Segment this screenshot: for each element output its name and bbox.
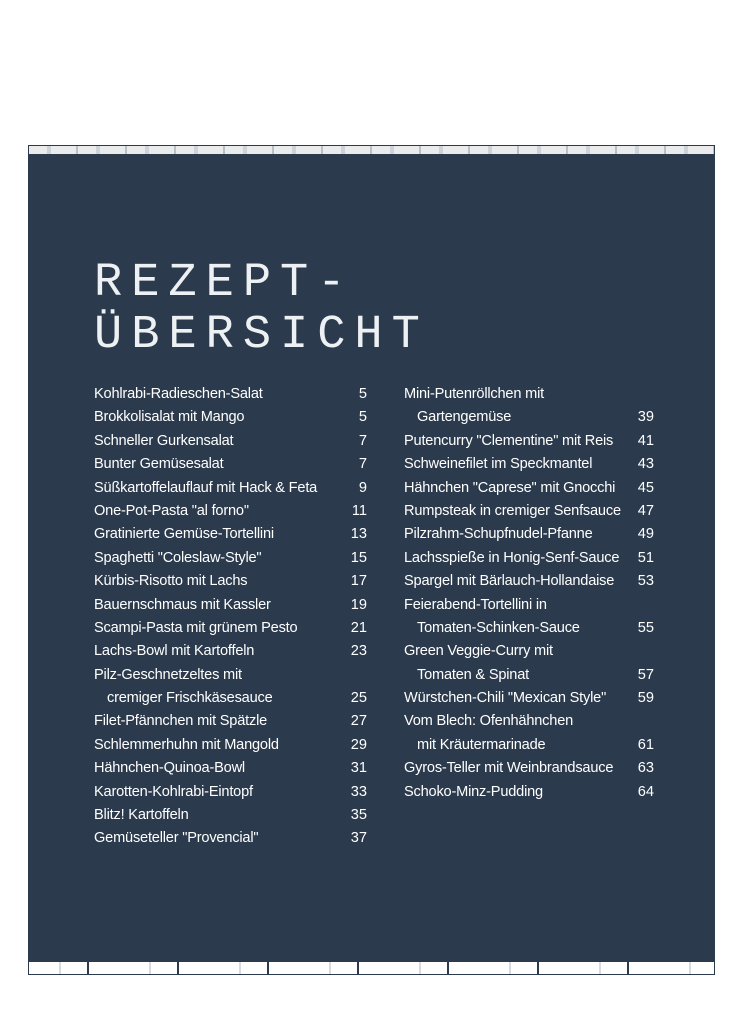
toc-entry-continuation[interactable] [404, 617, 654, 640]
toc-entry-page: 49 [637, 526, 654, 543]
toc-entry-title: Green Veggie-Curry mit [404, 643, 553, 660]
toc-entry-title: Rumpsteak in cremiger Senfsauce [404, 502, 621, 519]
toc-entry[interactable] [94, 547, 367, 570]
toc-entry-title: Bauernschmaus mit Kassler [94, 596, 271, 613]
toc-entry-title: Hähnchen "Caprese" mit Gnocchi [404, 479, 616, 496]
toc-entry-page: 45 [637, 479, 654, 496]
toc-entry[interactable] [404, 453, 654, 476]
toc-entry-title: Schlemmerhuhn mit Mangold [94, 736, 279, 753]
toc-entry-page: 29 [350, 736, 367, 753]
toc-entry-title: Scampi-Pasta mit grünem Pesto [94, 619, 298, 636]
toc-entry-page: 57 [637, 666, 654, 683]
panel-rough-bottom-edge [29, 962, 714, 974]
toc-entry-page: 19 [350, 596, 367, 613]
toc-entry[interactable] [404, 547, 654, 570]
panel-rough-top-edge [29, 146, 714, 154]
toc-entry-page: 41 [637, 432, 654, 449]
toc-entry-page: 31 [350, 760, 367, 777]
toc-entry[interactable] [404, 781, 654, 804]
toc-entry-title: Putencurry "Clementine" mit Reis [404, 432, 614, 449]
toc-entry-title: Pilz-Geschnetzeltes mit [94, 666, 242, 683]
toc-entry-title: Mini-Putenröllchen mit [404, 386, 544, 402]
toc-entry[interactable] [94, 710, 367, 733]
toc-entry[interactable] [94, 617, 367, 640]
toc-entry-title: Pilzrahm-Schupfnudel-Pfanne [404, 526, 593, 543]
toc-entry-continuation[interactable] [404, 664, 654, 687]
toc-entry-title: Würstchen-Chili "Mexican Style" [404, 690, 607, 707]
toc-entry-page: 61 [637, 736, 654, 753]
toc-entry[interactable] [94, 570, 367, 593]
toc-entry-title: Vom Blech: Ofenhähnchen [404, 713, 574, 730]
toc-entry-page: 53 [637, 573, 654, 590]
toc-entry[interactable] [404, 523, 654, 546]
toc-entry-title: One-Pot-Pasta "al forno" [94, 502, 249, 519]
toc-entry[interactable] [404, 594, 654, 617]
toc-entry-title: Brokkolisalat mit Mango [94, 409, 245, 426]
toc-entry-title: Tomaten & Spinat [417, 666, 529, 683]
recipe-list-right [404, 383, 654, 804]
toc-entry-title: Gemüseteller "Provencial" [94, 830, 259, 847]
toc-entry-title: Schoko-Minz-Pudding [404, 783, 543, 800]
toc-entry-title: Tomaten-Schinken-Sauce [417, 619, 580, 636]
toc-entry-title: Bunter Gemüsesalat [94, 456, 224, 473]
toc-entry-page: 35 [350, 807, 367, 824]
toc-entry-page: 63 [637, 760, 654, 777]
toc-entry[interactable] [94, 453, 367, 476]
toc-entry-page: 33 [350, 783, 367, 800]
toc-entry-page: 15 [350, 549, 367, 566]
toc-entry-page: 27 [350, 713, 367, 730]
toc-entry[interactable] [94, 594, 367, 617]
toc-entry-continuation[interactable] [404, 406, 654, 429]
toc-entry-title: Spargel mit Bärlauch-Hollandaise [404, 573, 615, 590]
toc-entry-page: 7 [358, 456, 367, 473]
toc-entry[interactable] [404, 710, 654, 733]
toc-entry[interactable] [404, 640, 654, 663]
toc-entry-title: Kürbis-Risotto mit Lachs [94, 573, 248, 590]
toc-entry[interactable] [94, 664, 367, 687]
toc-entry-title: Karotten-Kohlrabi-Eintopf [94, 783, 253, 800]
toc-entry-page: 47 [637, 502, 654, 519]
toc-entry[interactable] [404, 687, 654, 710]
toc-entry-title: Schweinefilet im Speckmantel [404, 456, 593, 473]
toc-entry[interactable] [94, 383, 367, 406]
toc-entry-page: 64 [637, 783, 654, 800]
toc-entry-title: Gartengemüse [417, 409, 512, 426]
toc-entry-title: Feierabend-Tortellini in [404, 596, 547, 613]
toc-entry-title: Lachs-Bowl mit Kartoffeln [94, 643, 255, 660]
toc-entry-title: Gyros-Teller mit Weinbrandsauce [404, 760, 614, 777]
toc-entry[interactable] [94, 523, 367, 546]
toc-entry-page: 37 [350, 830, 367, 847]
toc-entry-page: 55 [637, 619, 654, 636]
toc-entry[interactable] [94, 827, 367, 850]
toc-entry[interactable] [94, 781, 367, 804]
toc-entry[interactable] [94, 500, 367, 523]
toc-entry-title: mit Kräutermarinade [417, 736, 546, 753]
toc-entry[interactable] [94, 640, 367, 663]
toc-entry-continuation[interactable] [404, 734, 654, 757]
toc-entry-page: 13 [350, 526, 367, 543]
toc-entry-title: Gratinierte Gemüse-Tortellini [94, 526, 274, 543]
toc-entry-page: 25 [350, 690, 367, 707]
toc-entry[interactable] [94, 734, 367, 757]
toc-entry-page: 9 [358, 479, 367, 496]
page-title-line-1: REZEPT- [94, 257, 355, 310]
toc-entry[interactable] [94, 430, 367, 453]
toc-entry[interactable] [94, 757, 367, 780]
toc-entry-page: 5 [358, 409, 367, 426]
toc-entry[interactable] [404, 430, 654, 453]
toc-entry-page: 39 [637, 409, 654, 426]
toc-entry-title: cremiger Frischkäsesauce [107, 690, 273, 707]
recipe-list-left [94, 383, 367, 851]
toc-entry-title: Kohlrabi-Radieschen-Salat [94, 386, 263, 402]
toc-entry[interactable] [404, 477, 654, 500]
toc-entry-title: Süßkartoffelauflauf mit Hack & Feta [94, 479, 318, 496]
toc-entry-title: Lachsspieße in Honig-Senf-Sauce [404, 549, 620, 566]
toc-entry[interactable] [94, 477, 367, 500]
toc-entry-continuation[interactable] [94, 687, 367, 710]
toc-entry[interactable] [94, 406, 367, 429]
toc-entry-page: 23 [350, 643, 367, 660]
toc-entry-page: 43 [637, 456, 654, 473]
toc-entry[interactable] [404, 383, 654, 406]
toc-entry-page: 11 [351, 502, 367, 519]
toc-entry-title: Filet-Pfännchen mit Spätzle [94, 713, 268, 730]
toc-entry-title: Schneller Gurkensalat [94, 432, 234, 449]
toc-entry-page: 7 [358, 432, 367, 449]
toc-entry-page: 17 [350, 573, 367, 590]
toc-entry[interactable] [404, 757, 654, 780]
toc-entry-page: 21 [350, 619, 367, 636]
toc-entry-title: Blitz! Kartoffeln [94, 807, 189, 824]
toc-entry[interactable] [94, 804, 367, 827]
toc-entry-title: Hähnchen-Quinoa-Bowl [94, 760, 245, 777]
toc-entry-page: 51 [637, 549, 654, 566]
toc-entry-title: Spaghetti "Coleslaw-Style" [94, 549, 262, 566]
toc-entry-page: 59 [637, 690, 654, 707]
page-title [94, 258, 429, 362]
toc-entry[interactable] [404, 570, 654, 593]
toc-entry-page: 5 [358, 386, 367, 402]
toc-entry[interactable] [404, 500, 654, 523]
page-title-line-2: ÜBERSICHT [94, 309, 429, 362]
